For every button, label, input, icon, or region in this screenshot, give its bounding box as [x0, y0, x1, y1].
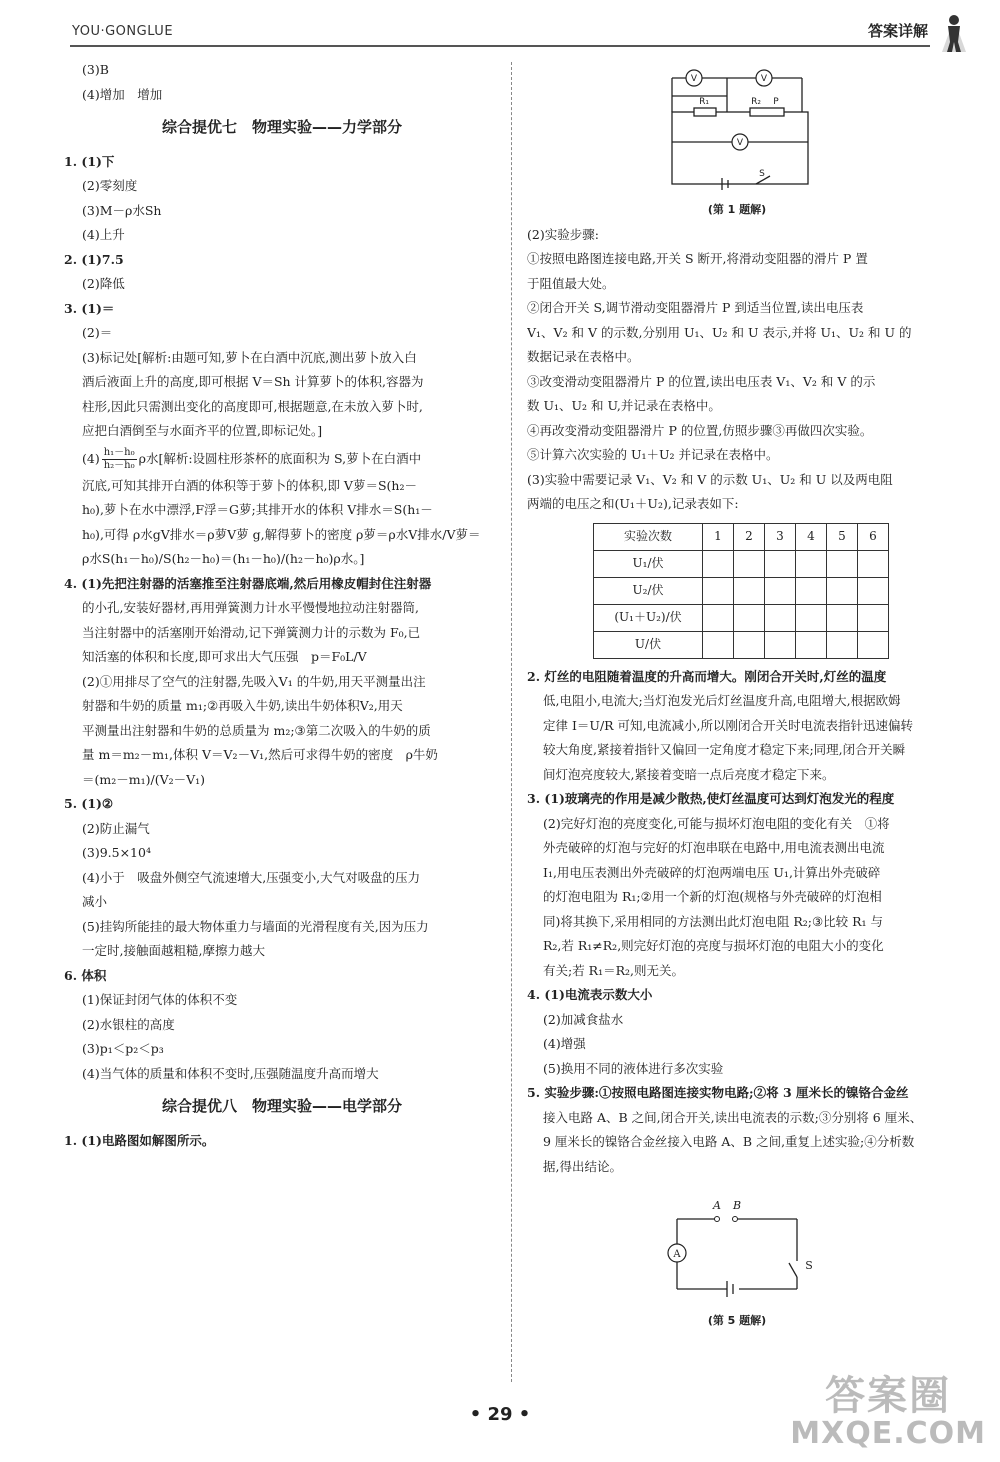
- answer-line: (2)＝: [82, 325, 113, 340]
- resistor-label: R₂: [751, 97, 761, 107]
- answer-line: ①按照电路图连接电路,开关 S 断开,将滑动变阻器的滑片 P 置: [527, 251, 868, 266]
- table-header-cell: 1: [703, 523, 734, 550]
- answer-line: (2)零刻度: [82, 178, 138, 193]
- ammeter-label: A: [673, 1249, 681, 1260]
- column-divider: [511, 62, 512, 1382]
- answer-line: 平测量出注射器和牛奶的总质量为 m₂;③第二次吸入的牛奶的质: [82, 722, 431, 738]
- section-title-8: 综合提优八 物理实验——电学部分: [161, 1097, 402, 1115]
- answer-line: (5)挂钩所能挂的最大物体重力与墙面的光滑程度有关,因为压力: [82, 918, 429, 934]
- answer-line: (2)防止漏气: [82, 820, 150, 836]
- answer-line: 的小孔,安装好器材,再用弹簧测力计水平慢慢地拉动注射器筒,: [82, 600, 419, 615]
- table-header-row: [594, 523, 889, 550]
- answer-line: (4)上升: [82, 227, 125, 242]
- answer-line: (5)换用不同的液体进行多次实验: [543, 1060, 724, 1076]
- watermark-url: MXQE.COM: [790, 1416, 986, 1451]
- answer-line: 5. 实验步骤:①按照电路图连接实物电路;②将 3 厘米长的镍铬合金丝: [527, 1085, 909, 1100]
- header-series-label: YOU·GONGLUE: [72, 24, 174, 39]
- table-row-label: (U₁＋U₂)/伏: [594, 604, 703, 631]
- answer-line: ＝(m₂－m₁)/(V₂－V₁): [82, 771, 206, 787]
- answer-line: (2)实验步骤:: [527, 226, 599, 242]
- section-title-7: 综合提优七 物理实验——力学部分: [161, 118, 402, 136]
- answer-line: (2)加减食盐水: [543, 1011, 624, 1027]
- figure-caption: (第 1 题解): [707, 203, 767, 216]
- answer-line: 数据记录在表格中。: [527, 349, 640, 364]
- answer-line: (3)M－ρ水Sh: [82, 202, 162, 218]
- table-row: [594, 577, 889, 604]
- answer-line: ⑤计算六次实验的 U₁＋U₂ 并记录在表格中。: [527, 447, 779, 462]
- answer-line: 知活塞的体积和长度,即可求出大气压强 p＝F₀L/V: [82, 649, 367, 664]
- answer-line: (3)B: [82, 62, 109, 77]
- table-row-label: U₂/伏: [594, 577, 703, 604]
- answer-line: 据,得出结论。: [543, 1158, 622, 1174]
- page-number: • 29 •: [469, 1404, 531, 1425]
- figure-caption: (第 5 题解): [707, 1314, 767, 1327]
- answer-line: 于阻值最大处。: [527, 275, 615, 291]
- watermark-text: 答案圈: [825, 1373, 952, 1419]
- answer-line: 酒后液面上升的高度,即可根据 V＝Sh 计算萝卜的体积,容器为: [82, 374, 424, 389]
- resistor-label: R₁: [699, 97, 709, 107]
- answer-line: (2)降低: [82, 276, 125, 291]
- answer-line: ④再改变滑动变阻器滑片 P 的位置,仿照步骤③再做四次实验。: [527, 422, 873, 438]
- table-row-label: U/伏: [594, 631, 703, 658]
- right-column: [527, 58, 947, 1334]
- answer-line: 两端的电压之和(U₁＋U₂),记录表如下:: [527, 496, 739, 511]
- answer-line: 应把白酒倒至与水面齐平的位置,即标记处。]: [82, 423, 323, 438]
- answer-line: R₂,若 R₁≠R₂,则完好灯泡的亮度与损坏灯泡的电阻大小的变化: [543, 938, 884, 953]
- answer-line: (1)保证封闭气体的体积不变: [82, 992, 238, 1007]
- answer-line: 数 U₁、U₂ 和 U,并记录在表格中。: [527, 398, 721, 413]
- answer-line: (2)①用排尽了空气的注射器,先吸入V₁ 的牛奶,用天平测量出注: [82, 673, 426, 689]
- mascot-logo-icon: [936, 10, 972, 54]
- table-row: [594, 604, 889, 631]
- table-header-cell: 3: [765, 523, 796, 550]
- answer-line: 1. (1)下: [64, 153, 115, 169]
- site-watermark: [790, 1374, 986, 1450]
- circuit-diagram-5: [657, 1189, 817, 1309]
- answer-line: 1. (1)电路图如解图所示。: [64, 1132, 215, 1148]
- answer-line: 5. (1)②: [64, 796, 114, 811]
- answer-line: 外壳破碎的灯泡与完好的灯泡串联在电路中,用电流表测出电流: [543, 840, 885, 855]
- answer-line: 2. (1)7.5: [64, 251, 124, 267]
- answer-line: 4. (1)电流表示数大小: [527, 987, 653, 1002]
- answer-line: 低,电阻小,电流大;当灯泡发光后灯丝温度升高,电阻增大,根据欧姆: [543, 693, 901, 708]
- answer-line: 的灯泡电阻为 R₁;②用一个新的灯泡(规格与外壳破碎的灯泡相: [543, 889, 882, 904]
- table-row: [594, 550, 889, 577]
- header-section-label: 答案详解: [867, 22, 928, 40]
- answer-line: 定律 I＝U/R 可知,电流减小,所以刚闭合开关时电流表指针迅速偏转: [543, 717, 913, 733]
- answer-line: I₁,用电压表测出外壳破碎的灯泡两端电压 U₁,计算出外壳破碎: [543, 864, 881, 880]
- answer-line: 射器和牛奶的质量 m₁;②再吸入牛奶,读出牛奶体积V₂,用天: [82, 698, 403, 713]
- answer-line: 接入电路 A、B 之间,闭合开关,读出电流表的示数;③分别将 6 厘米、: [543, 1109, 923, 1125]
- answer-line: V₁、V₂ 和 V 的示数,分别用 U₁、U₂ 和 U 表示,并将 U₁、U₂ 和 U 的: [527, 324, 912, 340]
- answer-line: 当注射器中的活塞刚开始滑动,记下弹簧测力计的示数为 F₀,已: [82, 624, 421, 640]
- terminal-label: B: [732, 1199, 742, 1212]
- answer-line: (3)标记处[解析:由题可知,萝卜在白酒中沉底,测出萝卜放入白: [82, 349, 417, 365]
- answer-line: h₀),可得 ρ水gV排水＝ρ萝V萝 g,解得萝卜的密度 ρ萝＝ρ水V排水/V萝＝: [82, 526, 481, 542]
- slider-label: P: [773, 97, 779, 107]
- voltmeter-label: V: [690, 74, 698, 84]
- table-header-cell: 6: [858, 523, 889, 550]
- answer-line: 间灯泡亮度较大,紧接着变暗一点后亮度才稳定下来。: [543, 766, 835, 782]
- answer-line: (4) $\frac{\text{h₁－h₀}}{\text{h₂－h₀}}$ ρ水[解析:设圆柱形茶杯的底面积为 S,萝卜在白酒中: [82, 446, 422, 471]
- answer-line: (4)增加 增加: [82, 86, 163, 102]
- answer-line: (4)当气体的质量和体积不变时,压强随温度升高而增大: [82, 1065, 379, 1081]
- answer-line: 一定时,接触面越粗糙,摩擦力越大: [82, 943, 265, 958]
- answer-line: ρ水S(h₁－h₀)/S(h₂－h₀)＝(h₁－h₀)/(h₂－h₀)ρ水。]: [82, 551, 365, 566]
- answer-line: 3. (1)＝: [64, 300, 115, 316]
- table-header-cell: 实验次数: [594, 523, 703, 550]
- switch-label: S: [759, 169, 765, 179]
- answer-line: 6. 体积: [64, 967, 107, 983]
- answer-line: h₀),萝卜在水中漂浮,F浮＝G萝;其排开水的体积 V排水＝S(h₁－: [82, 502, 433, 517]
- table-row-label: U₁/伏: [594, 550, 703, 577]
- record-table: [593, 523, 889, 659]
- fraction: $\frac{\text{h₁－h₀}}{\text{h₂－h₀}}$: [103, 446, 135, 471]
- table-row: [594, 631, 889, 658]
- answer-line: 2. 灯丝的电阻随着温度的升高而增大。刚闭合开关时,灯丝的温度: [527, 668, 887, 684]
- answer-line: ②闭合开关 S,调节滑动变阻器滑片 P 到适当位置,读出电压表: [527, 300, 864, 315]
- answer-line: ③改变滑动变阻器滑片 P 的位置,读出电压表 V₁、V₂ 和 V 的示: [527, 373, 876, 389]
- header-rule: [70, 45, 930, 47]
- switch-label: S: [805, 1259, 813, 1272]
- answer-line: (2)水银柱的高度: [82, 1016, 175, 1032]
- voltmeter-label: V: [760, 74, 768, 84]
- answer-line: 9 厘米长的镍铬合金丝接入电路 A、B 之间,重复上述实验;④分析数: [543, 1134, 915, 1149]
- answer-line: (4)增强: [543, 1036, 586, 1051]
- answer-line: (4)小于 吸盘外侧空气流速增大,压强变小,大气对吸盘的压力: [82, 869, 421, 885]
- answer-line: 较大角度,紧接着指针又偏回一定角度才稳定下来;同理,闭合开关瞬: [543, 742, 906, 757]
- answer-line: 有关;若 R₁＝R₂,则无关。: [543, 962, 685, 978]
- table-header-cell: 5: [827, 523, 858, 550]
- answer-line: 3. (1)玻璃壳的作用是减少散热,使灯丝温度可达到灯泡发光的程度: [527, 791, 895, 806]
- answer-line: (3)9.5×10⁴: [82, 845, 151, 860]
- circuit-diagram-1: [652, 58, 822, 198]
- answer-line: (3)p₁＜p₂＜p₃: [82, 1041, 164, 1056]
- answer-line: 减小: [82, 894, 108, 909]
- answer-line: 沉底,可知其排开白酒的体积等于萝卜的体积,即 V萝＝S(h₂－: [82, 477, 417, 493]
- answer-line: (3)实验中需要记录 V₁、V₂ 和 V 的示数 U₁、U₂ 和 U 以及两电阻: [527, 471, 893, 487]
- table-header-cell: 2: [734, 523, 765, 550]
- answer-line: (2)完好灯泡的亮度变化,可能与损坏灯泡电阻的变化有关 ①将: [543, 815, 890, 831]
- table-header-cell: 4: [796, 523, 827, 550]
- terminal-label: A: [713, 1199, 721, 1212]
- left-column: [64, 58, 500, 1153]
- answer-line: 同)将其换下,采用相同的方法测出此灯泡电阻 R₂;③比较 R₁ 与: [543, 913, 884, 929]
- answer-line: 4. (1)先把注射器的活塞推至注射器底端,然后用橡皮帽封住注射器: [64, 575, 432, 591]
- answer-line: 量 m＝m₂－m₁,体积 V＝V₂－V₁,然后可求得牛奶的密度 ρ牛奶: [82, 747, 438, 762]
- answer-line: 柱形,因此只需测出变化的高度即可,根据题意,在未放入萝卜时,: [82, 398, 423, 414]
- voltmeter-label: V: [736, 138, 744, 148]
